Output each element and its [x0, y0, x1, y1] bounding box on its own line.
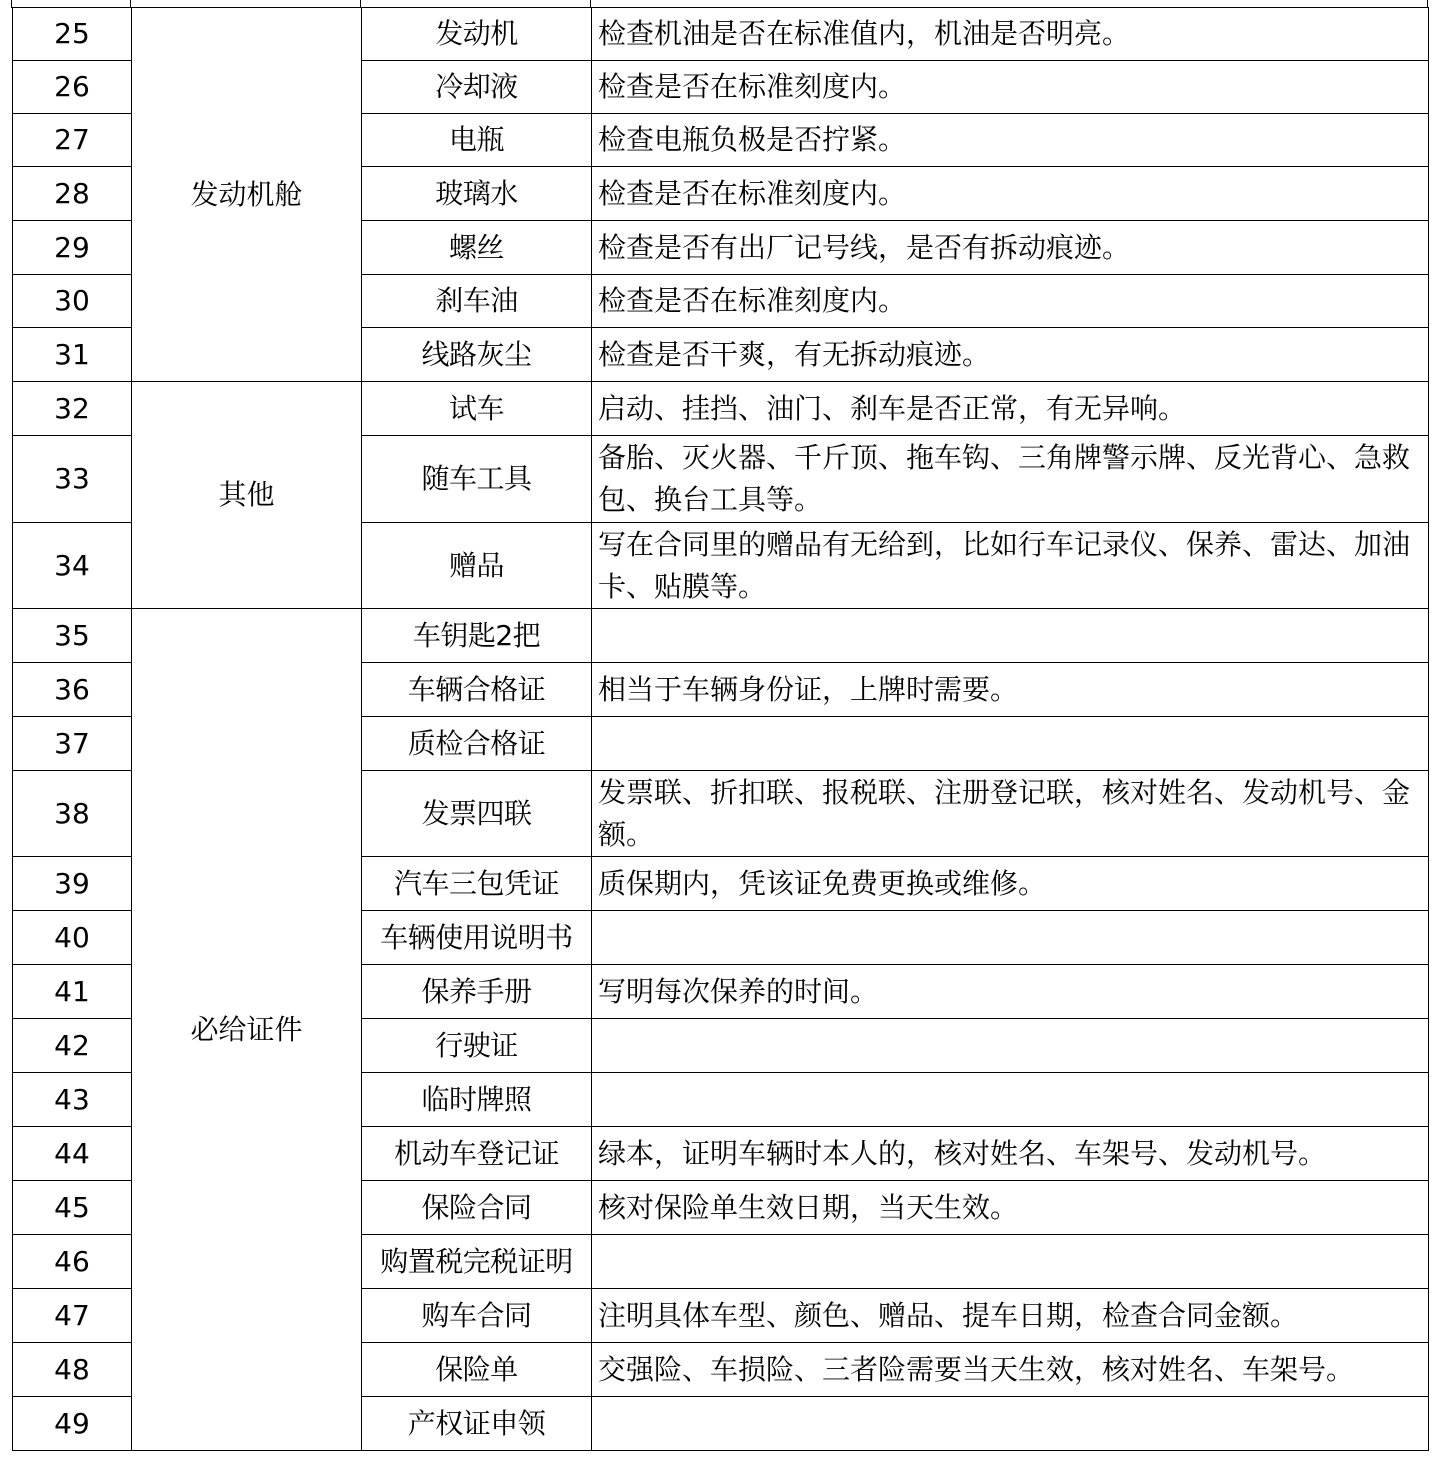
item-name-cell: 保养手册 — [362, 965, 592, 1019]
item-name-cell: 车辆合格证 — [362, 663, 592, 717]
item-note-cell: 相当于车辆身份证，上牌时需要。 — [592, 663, 1429, 717]
item-note-cell: 写在合同里的赠品有无给到，比如行车记录仪、保养、雷达、加油卡、贴膜等。 — [592, 523, 1429, 609]
item-note-cell — [592, 717, 1429, 771]
row-number-cell: 34 — [13, 523, 132, 609]
item-note-cell: 检查是否在标准刻度内。 — [592, 61, 1429, 114]
item-name-cell: 车钥匙2把 — [362, 609, 592, 663]
item-name-cell: 汽车三包凭证 — [362, 857, 592, 911]
row-number-cell: 43 — [13, 1073, 132, 1127]
item-note-cell: 启动、挂挡、油门、刹车是否正常，有无异响。 — [592, 382, 1429, 436]
item-name-cell: 刹车油 — [362, 275, 592, 328]
item-name-cell: 产权证申领 — [362, 1397, 592, 1451]
inspection-checklist-table — [12, 7, 1429, 1451]
item-note-cell: 备胎、灭火器、千斤顶、拖车钩、三角牌警示牌、反光背心、急救包、换台工具等。 — [592, 436, 1429, 523]
item-name-cell: 线路灰尘 — [362, 328, 592, 382]
row-number-cell: 44 — [13, 1127, 132, 1181]
item-note-cell: 检查是否干爽，有无拆动痕迹。 — [592, 328, 1429, 382]
category-cell: 必给证件 — [132, 609, 362, 1451]
item-name-cell: 发票四联 — [362, 771, 592, 857]
item-note-cell — [592, 609, 1429, 663]
row-number-cell: 37 — [13, 717, 132, 771]
row-number-cell: 33 — [13, 436, 132, 523]
row-number-cell: 36 — [13, 663, 132, 717]
row-number-cell: 49 — [13, 1397, 132, 1451]
category-cell: 其他 — [132, 382, 362, 609]
item-note-cell: 检查是否有出厂记号线，是否有拆动痕迹。 — [592, 221, 1429, 275]
item-note-cell: 绿本，证明车辆时本人的，核对姓名、车架号、发动机号。 — [592, 1127, 1429, 1181]
row-number-cell: 28 — [13, 167, 132, 221]
category-cell: 发动机舱 — [132, 8, 362, 382]
item-note-cell: 注明具体车型、颜色、赠品、提车日期，检查合同金额。 — [592, 1289, 1429, 1343]
table-row — [13, 8, 1429, 61]
item-note-cell: 检查电瓶负极是否拧紧。 — [592, 114, 1429, 167]
row-number-cell: 32 — [13, 382, 132, 436]
item-name-cell: 保险合同 — [362, 1181, 592, 1235]
item-note-cell — [592, 1397, 1429, 1451]
row-number-cell: 42 — [13, 1019, 132, 1073]
row-number-cell: 41 — [13, 965, 132, 1019]
item-name-cell: 机动车登记证 — [362, 1127, 592, 1181]
item-name-cell: 保险单 — [362, 1343, 592, 1397]
item-name-cell: 行驶证 — [362, 1019, 592, 1073]
item-name-cell: 冷却液 — [362, 61, 592, 114]
row-number-cell: 25 — [13, 8, 132, 61]
row-number-cell: 47 — [13, 1289, 132, 1343]
row-number-cell: 39 — [13, 857, 132, 911]
row-number-cell: 48 — [13, 1343, 132, 1397]
item-note-cell: 发票联、折扣联、报税联、注册登记联，核对姓名、发动机号、金额。 — [592, 771, 1429, 857]
item-name-cell: 玻璃水 — [362, 167, 592, 221]
item-note-cell: 交强险、车损险、三者险需要当天生效，核对姓名、车架号。 — [592, 1343, 1429, 1397]
table-row — [13, 609, 1429, 663]
item-note-cell: 检查是否在标准刻度内。 — [592, 275, 1429, 328]
row-number-cell: 26 — [13, 61, 132, 114]
row-number-cell: 38 — [13, 771, 132, 857]
table-row — [13, 382, 1429, 436]
item-note-cell: 质保期内，凭该证免费更换或维修。 — [592, 857, 1429, 911]
item-name-cell: 随车工具 — [362, 436, 592, 523]
item-note-cell: 检查机油是否在标准值内，机油是否明亮。 — [592, 8, 1429, 61]
item-name-cell: 购车合同 — [362, 1289, 592, 1343]
item-name-cell: 赠品 — [362, 523, 592, 609]
item-note-cell — [592, 1019, 1429, 1073]
item-note-cell: 写明每次保养的时间。 — [592, 965, 1429, 1019]
row-number-cell: 27 — [13, 114, 132, 167]
item-name-cell: 电瓶 — [362, 114, 592, 167]
item-name-cell: 临时牌照 — [362, 1073, 592, 1127]
row-number-cell: 46 — [13, 1235, 132, 1289]
item-note-cell — [592, 1235, 1429, 1289]
row-number-cell: 40 — [13, 911, 132, 965]
item-name-cell: 质检合格证 — [362, 717, 592, 771]
item-name-cell: 发动机 — [362, 8, 592, 61]
item-name-cell: 车辆使用说明书 — [362, 911, 592, 965]
item-note-cell: 核对保险单生效日期，当天生效。 — [592, 1181, 1429, 1235]
table-body — [13, 8, 1429, 1451]
item-name-cell: 试车 — [362, 382, 592, 436]
row-number-cell: 35 — [13, 609, 132, 663]
item-note-cell — [592, 1073, 1429, 1127]
item-name-cell: 购置税完税证明 — [362, 1235, 592, 1289]
item-name-cell: 螺丝 — [362, 221, 592, 275]
item-note-cell — [592, 911, 1429, 965]
row-number-cell: 31 — [13, 328, 132, 382]
row-number-cell: 29 — [13, 221, 132, 275]
row-number-cell: 45 — [13, 1181, 132, 1235]
row-number-cell: 30 — [13, 275, 132, 328]
item-note-cell: 检查是否在标准刻度内。 — [592, 167, 1429, 221]
